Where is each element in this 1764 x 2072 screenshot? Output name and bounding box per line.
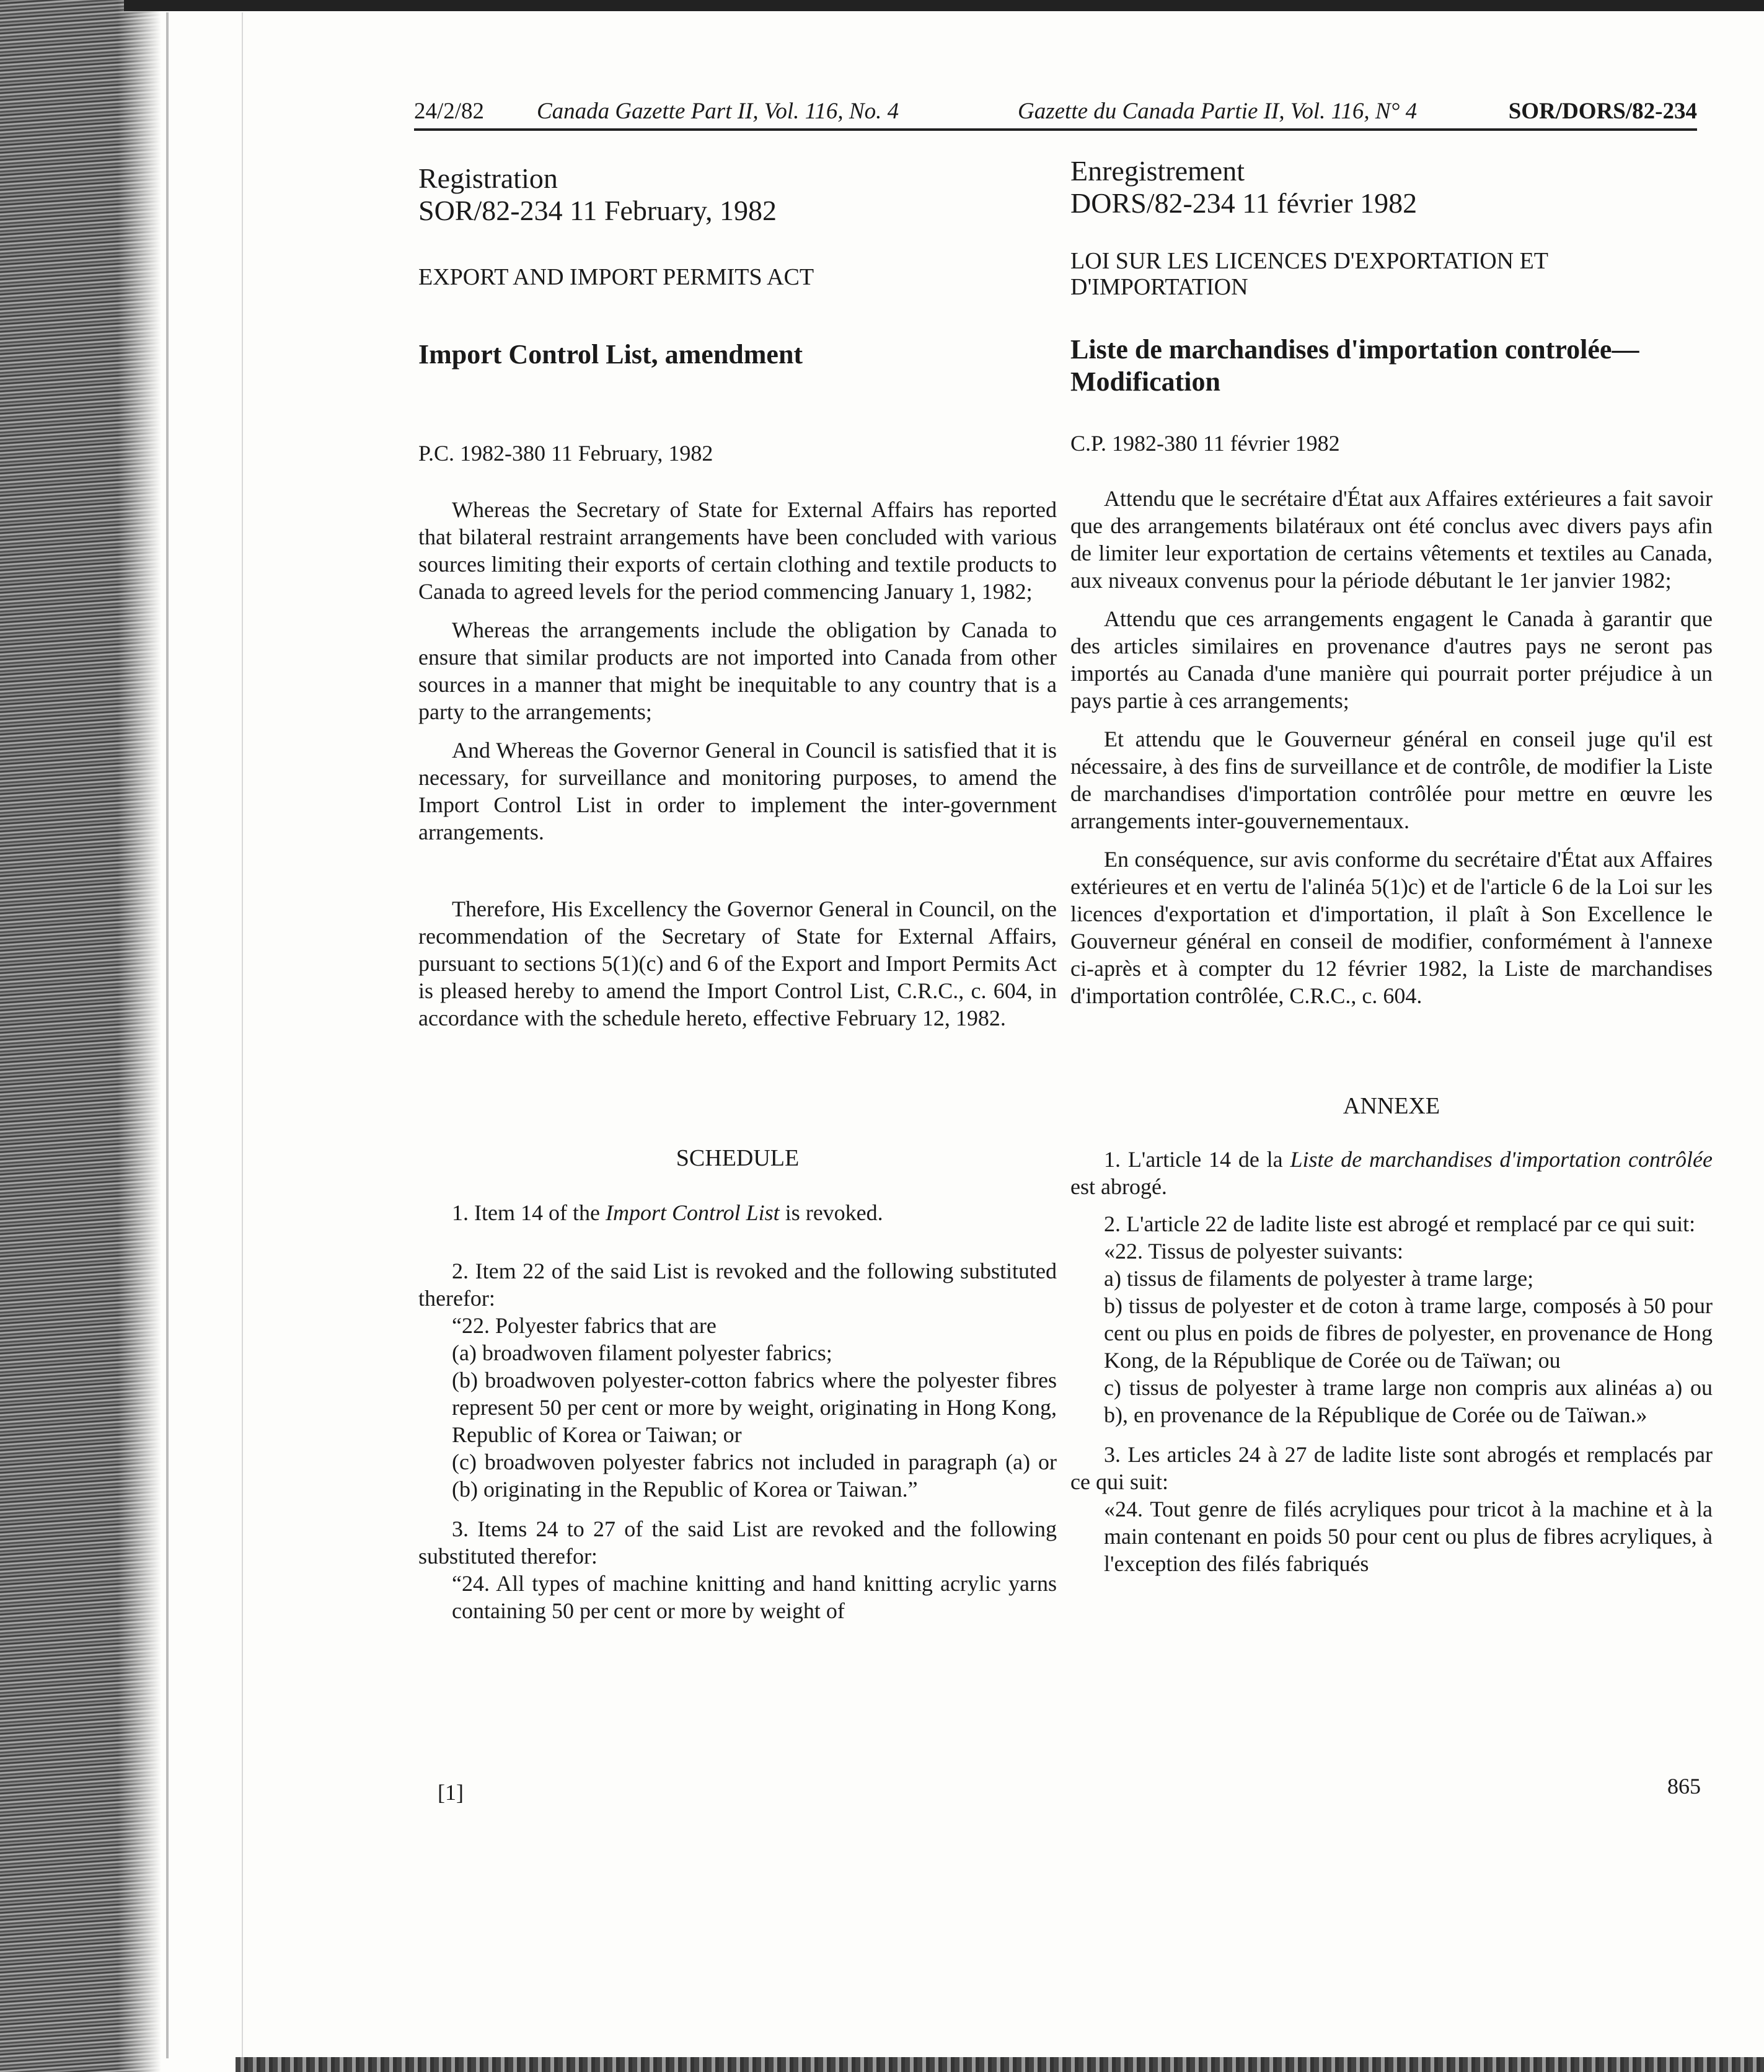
regulation-title: Liste de marchandises d'importation controlée—Modification [1070,334,1639,397]
schedule-subitem: b) tissus de polyester et de coton à trame large, composés à 50 pour cent ou plus en poids de fibres de polyester, en provenance de Hong Kong, de la République de Corée ou de Taïwan; ou [1104,1293,1713,1373]
schedule-item-3: 3. Items 24 to 27 of the said List are revoked and the following substituted therefor: [418,1516,1057,1569]
order-in-council-number: P.C. 1982-380 11 February, 1982 [418,441,713,466]
scan-bottom-border [236,2057,1764,2072]
registration-label: Enregistrement [1070,155,1245,187]
item-text: 1. L'article 14 de la [1104,1147,1290,1172]
regulation-title: Import Control List, amendment [418,339,803,370]
page-header [414,96,1697,131]
schedule-subitem: “22. Polyester fabrics that are [452,1313,717,1338]
scan-top-border [124,0,1764,11]
footer-note-number: [1] [438,1780,464,1805]
scan-edge-line [166,12,169,2058]
item-italic-text: Liste de marchandises d'importation contrôlée [1290,1147,1713,1172]
preamble-paragraph: Attendu que le secrétaire d'État aux Affaires extérieures a fait savoir que des arrangements bilatéraux ont été conclus avec divers pays afin de limiter leur exportation de certains vêtements et textiles au Canada, aux niveaux convenus pour la période débutant le 1er janvier 1982; [1070,486,1713,593]
schedule-heading: SCHEDULE [676,1145,800,1171]
enacting-paragraph: En conséquence, sur avis conforme du secrétaire d'État aux Affaires extérieures et en vertu de l'alinéa 5(1)c) et de l'article 6 de la Loi sur les licences d'exportation et d'importation, il plaît à Son Excellence le Gouverneur général en conseil de modifier, conformément à l'annexe ci-après et à compter du 12 février 1982, la Liste de marchandises d'importation contrôlée, C.R.C., c. 604. [1070,847,1713,1008]
french-column [1070,155,1713,1577]
schedule-subitem: “24. All types of machine knitting and hand knitting acrylic yarns containing 50 per cent or more by weight of [452,1571,1057,1623]
item-text: est abrogé. [1070,1174,1167,1199]
schedule-subitem: «22. Tissus de polyester suivants: [1104,1239,1404,1264]
schedule-subitem: (b) broadwoven polyester-cotton fabrics where the polyester fibres represent 50 per cent or more by weight, originating in Hong Kong, Republic of Korea or Taiwan; or [452,1368,1057,1447]
scan-edge-line [242,12,243,2058]
header-gazette-en: Canada Gazette Part II, Vol. 116, No. 4 [537,99,899,124]
schedule-subitem: (a) broadwoven filament polyester fabrics; [452,1340,832,1365]
preamble-paragraph: Et attendu que le Gouverneur général en conseil juge qu'il est nécessaire, à des fins de surveillance et de contrôle, de modifier la Liste de marchandises d'importation contrôlée pour mettre en œuvre les arrangements inter-gouvernementaux. [1070,727,1713,833]
registration-number: SOR/82-234 11 February, 1982 [418,195,777,226]
schedule-item-3: 3. Les articles 24 à 27 de ladite liste sont abrogés et remplacés par ce qui suit: [1070,1442,1713,1494]
schedule-item-1 [1070,1146,1713,1200]
item-text: 1. Item 14 of the [452,1200,606,1225]
act-name: EXPORT AND IMPORT PERMITS ACT [418,264,814,290]
item-text: is revoked. [779,1200,883,1225]
scan-binding-edge [0,0,161,2072]
preamble-paragraph: Whereas the arrangements include the obligation by Canada to ensure that similar products are not imported into Canada from other sources in a manner that might be inequitable to any country that is a party to the arrangements; [418,618,1057,724]
schedule-heading: ANNEXE [1343,1093,1440,1119]
schedule-subitem: «24. Tout genre de filés acryliques pour tricot à la machine et à la main contenant en poids 50 pour cent ou plus de fibres acryliques, à l'exception des filés fabriqués [1104,1497,1713,1576]
page-number: 865 [1667,1774,1701,1799]
preamble-paragraph: And Whereas the Governor General in Council is satisfied that it is necessary, for surveillance and monitoring purposes, to amend the Import Control List in order to implement the inter-government arrangements. [418,738,1057,844]
preamble-paragraph: Attendu que ces arrangements engagent le Canada à garantir que des articles similaires en provenance d'autres pays ne seront pas importés au Canada d'une manière qui pourrait porter préjudice à un pays partie à ces arrangements; [1070,606,1713,713]
header-date: 24/2/82 [414,99,485,124]
schedule-subitem: (c) broadwoven polyester fabrics not included in paragraph (a) or (b) originating in the Republic of Korea or Taiwan.” [452,1450,1057,1502]
header-sor-number: SOR/DORS/82-234 [1508,99,1697,124]
preamble-paragraph: Whereas the Secretary of State for External Affairs has reported that bilateral restraint arrangements have been concluded with various sources limiting their exports of certain clothing and textile products to Canada to agreed levels for the period commencing January 1, 1982; [418,497,1057,604]
act-name: LOI SUR LES LICENCES D'EXPORTATION ET D'IMPORTATION [1070,248,1548,300]
registration-number: DORS/82-234 11 février 1982 [1070,187,1418,219]
schedule-subitem: a) tissus de filaments de polyester à trame large; [1104,1266,1534,1291]
schedule-item-1 [418,1199,1057,1226]
enacting-paragraph: Therefore, His Excellency the Governor General in Council, on the recommendation of the Secretary of State for External Affairs, pursuant to sections 5(1)(c) and 6 of the Export and Import Permits Act is pleased hereby to amend the Import Control List, C.R.C., c. 604, in accordance with the schedule hereto, effective February 12, 1982. [418,897,1057,1030]
schedule-subitem: c) tissus de polyester à trame large non compris aux alinéas a) ou b), en provenance de la République de Corée ou de Taïwan.» [1104,1375,1713,1427]
registration-label: Registration [418,162,558,194]
schedule-item-2: 2. L'article 22 de ladite liste est abrogé et remplacé par ce qui suit: [1104,1211,1696,1236]
order-in-council-number: C.P. 1982-380 11 février 1982 [1070,431,1340,456]
schedule-item-2: 2. Item 22 of the said List is revoked and the following substituted therefor: [418,1259,1057,1311]
header-gazette-fr: Gazette du Canada Partie II, Vol. 116, N° 4 [1018,99,1418,124]
english-column [418,162,1057,1624]
item-italic-text: Import Control List [605,1200,780,1225]
